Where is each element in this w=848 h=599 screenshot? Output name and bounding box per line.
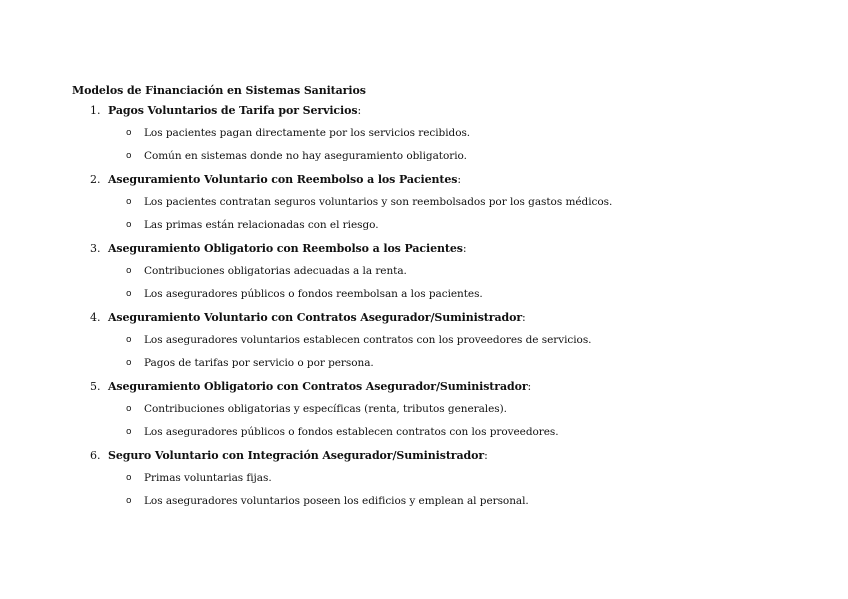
bullet-text: Los aseguradores voluntarios poseen los edificios y emplean al personal. [144,495,529,507]
section-number: 3. [90,242,101,255]
bullet-text: Los aseguradores públicos o fondos establecen contratos con los proveedores. [144,426,559,438]
section-item [72,306,772,375]
section-heading-text: Seguro Voluntario con Integración Asegurador/Suministrador [108,449,485,462]
section-heading [108,237,467,260]
bullet-item [72,467,772,490]
section-number: 1. [90,104,101,117]
section-item [72,99,772,168]
heading-colon: : [522,311,526,324]
circle-bullet-icon: o [126,473,132,483]
section-header [72,444,772,467]
bullet-text: Los aseguradores públicos o fondos reembolsan a los pacientes. [144,288,483,300]
heading-colon: : [462,242,467,255]
section-heading-text: Aseguramiento Voluntario con Reembolso a los Pacientes [108,173,458,186]
section-header [72,99,772,122]
bullet-item [72,260,772,283]
section-item [72,444,772,513]
bullet-item [72,122,772,145]
section-heading [108,375,531,398]
circle-bullet-icon: o [126,220,132,230]
bullet-item [72,214,772,237]
section-heading [108,306,526,329]
circle-bullet-icon: o [126,197,132,207]
bullet-list [72,191,772,237]
bullet-item [72,145,772,168]
bullet-list [72,122,772,168]
bullet-text: Los pacientes pagan directamente por los servicios recibidos. [144,127,471,139]
section-item [72,168,772,237]
circle-bullet-icon: o [126,496,132,506]
bullet-item [72,352,772,375]
section-number: 4. [90,311,101,324]
heading-colon: : [457,173,462,186]
heading-colon: : [357,104,362,117]
section-heading-text: Pagos Voluntarios de Tarifa por Servicios [108,104,358,117]
bullet-text: Los aseguradores voluntarios establecen contratos con los proveedores de servicios. [144,334,592,346]
bullet-text: Las primas están relacionadas con el riesgo. [144,219,379,231]
circle-bullet-icon: o [126,427,132,437]
circle-bullet-icon: o [126,335,132,345]
section-list [72,99,772,513]
circle-bullet-icon: o [126,151,132,161]
section-number: 6. [90,449,101,462]
bullet-text: Pagos de tarifas por servicio o por persona. [144,357,374,369]
bullet-item [72,398,772,421]
section-header [72,168,772,191]
bullet-list [72,260,772,306]
bullet-item [72,283,772,306]
document-page [72,83,772,513]
bullet-text: Contribuciones obligatorias y específicas (renta, tributos generales). [144,403,507,415]
section-header [72,306,772,329]
section-item [72,237,772,306]
bullet-text: Primas voluntarias fijas. [144,472,272,484]
bullet-list [72,467,772,513]
section-heading [108,99,361,122]
heading-colon: : [527,380,532,393]
bullet-item [72,191,772,214]
circle-bullet-icon: o [126,358,132,368]
bullet-item [72,490,772,513]
circle-bullet-icon: o [126,266,132,276]
heading-colon: : [484,449,488,462]
circle-bullet-icon: o [126,404,132,414]
bullet-text: Común en sistemas donde no hay aseguramiento obligatorio. [144,150,467,162]
section-item [72,375,772,444]
section-heading-text: Aseguramiento Obligatorio con Contratos Asegurador/Suministrador [108,380,528,393]
section-header [72,237,772,260]
bullet-list [72,398,772,444]
circle-bullet-icon: o [126,128,132,138]
section-header [72,375,772,398]
section-number: 2. [90,173,101,186]
section-heading [108,168,461,191]
bullet-item [72,329,772,352]
bullet-text: Los pacientes contratan seguros voluntarios y son reembolsados por los gastos médicos. [144,196,613,208]
document-title: Modelos de Financiación en Sistemas Sanitarios [72,84,366,97]
bullet-text: Contribuciones obligatorias adecuadas a la renta. [144,265,407,277]
circle-bullet-icon: o [126,289,132,299]
section-heading-text: Aseguramiento Voluntario con Contratos Asegurador/Suministrador [108,311,523,324]
section-heading-text: Aseguramiento Obligatorio con Reembolso a los Pacientes [108,242,463,255]
bullet-list [72,329,772,375]
section-number: 5. [90,380,101,393]
bullet-item [72,421,772,444]
section-heading [108,444,488,467]
